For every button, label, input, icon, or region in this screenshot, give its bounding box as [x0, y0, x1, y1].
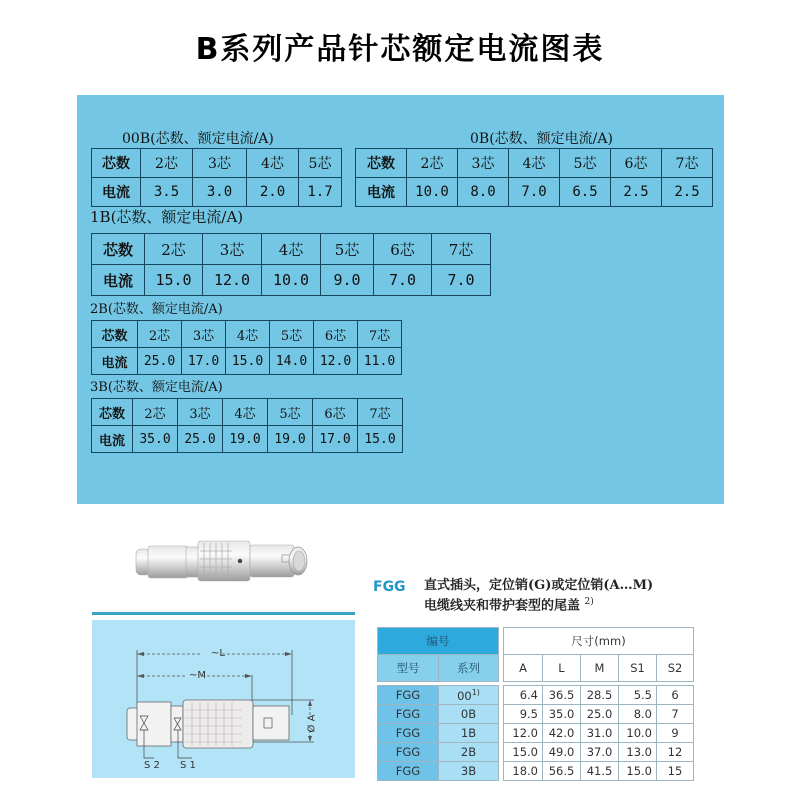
cell: 13.0	[619, 743, 657, 762]
cell: 4芯	[247, 149, 299, 178]
row-head: 芯数	[92, 234, 145, 265]
row-head: 芯数	[92, 321, 138, 348]
series-text: 00	[457, 688, 472, 703]
cell: 1.7	[299, 178, 342, 207]
cell: 7.0	[509, 178, 560, 207]
cell-model: FGG	[378, 724, 439, 743]
cell: 10.0	[262, 265, 321, 296]
table-group-header	[378, 628, 694, 655]
cell: 5芯	[321, 234, 374, 265]
cell: 12.0	[203, 265, 262, 296]
cell: 8.0	[619, 705, 657, 724]
current-table-0b	[355, 148, 713, 207]
cell: 2芯	[407, 149, 458, 178]
table-row-cores	[92, 399, 403, 426]
cell-series: 3B	[439, 762, 499, 781]
cell: 9.5	[504, 705, 543, 724]
row-head: 芯数	[356, 149, 407, 178]
cell: 15.0	[619, 762, 657, 781]
section-label-1b: 1B(芯数、额定电流/A)	[90, 208, 244, 226]
cell: 7.0	[374, 265, 432, 296]
cell: 2.5	[611, 178, 662, 207]
table-row	[378, 762, 694, 781]
cell-model: FGG	[378, 762, 439, 781]
cell: 3芯	[458, 149, 509, 178]
cell: 3.5	[141, 178, 193, 207]
cell: 18.0	[504, 762, 543, 781]
cell: 15.0	[145, 265, 203, 296]
cell: 14.0	[270, 348, 314, 375]
cell: 42.0	[543, 724, 581, 743]
connector-drawing	[92, 620, 355, 778]
table-row	[378, 686, 694, 705]
cell: 25.0	[138, 348, 182, 375]
product-code: FGG	[373, 579, 406, 595]
cell: 7.0	[432, 265, 491, 296]
row-head: 芯数	[92, 149, 141, 178]
section-label-00b: 00B(芯数、额定电流/A)	[122, 131, 274, 147]
cell: 28.5	[581, 686, 619, 705]
cell: 3.0	[193, 178, 247, 207]
cell: 9.0	[321, 265, 374, 296]
cell: 3芯	[193, 149, 247, 178]
cell: 5芯	[299, 149, 342, 178]
cell: 5.5	[619, 686, 657, 705]
product-description	[424, 578, 724, 614]
cell: 17.0	[313, 426, 358, 453]
row-head: 电流	[356, 178, 407, 207]
connector-photo	[130, 535, 310, 585]
col-header: S2	[657, 655, 694, 682]
cell: 6芯	[611, 149, 662, 178]
cell: 15	[657, 762, 694, 781]
cell: 7芯	[662, 149, 713, 178]
table-col-header	[378, 655, 694, 682]
footnote-marker: 2)	[584, 597, 594, 607]
section-label-0b: 0B(芯数、额定电流/A)	[470, 131, 613, 147]
dimension-label-A: Ø A	[306, 714, 318, 733]
cell: 12.0	[504, 724, 543, 743]
table-row-cores	[92, 321, 402, 348]
table-row-current	[92, 265, 491, 296]
cell: 11.0	[358, 348, 402, 375]
cell: 8.0	[458, 178, 509, 207]
dimension-label-S1: S 1	[180, 760, 196, 771]
cell: 10.0	[619, 724, 657, 743]
cell: 6.4	[504, 686, 543, 705]
cell: 6.5	[560, 178, 611, 207]
dimension-label-S2: S 2	[144, 760, 160, 771]
cell: 15.0	[358, 426, 403, 453]
cell: 17.0	[182, 348, 226, 375]
cell: 3芯	[178, 399, 223, 426]
cell-series: 0B	[439, 705, 499, 724]
cell-model: FGG	[378, 705, 439, 724]
section-label-2b: 2B(芯数、额定电流/A)	[90, 302, 223, 317]
table-row-cores	[92, 149, 342, 178]
cell: 5芯	[560, 149, 611, 178]
divider	[92, 612, 355, 615]
cell: 19.0	[223, 426, 268, 453]
cell: 36.5	[543, 686, 581, 705]
cell: 25.0	[581, 705, 619, 724]
description-text: 电缆线夹和带护套型的尾盖	[424, 598, 581, 614]
col-header: L	[543, 655, 581, 682]
cell: 2芯	[145, 234, 203, 265]
cell: 7芯	[358, 321, 402, 348]
cell: 9	[657, 724, 694, 743]
description-line-2	[424, 594, 724, 614]
footnote-marker: 1)	[471, 687, 480, 697]
col-header: S1	[619, 655, 657, 682]
cell-series	[439, 686, 499, 705]
cell: 4芯	[223, 399, 268, 426]
cell: 7	[657, 705, 694, 724]
cell: 2.0	[247, 178, 299, 207]
cell-series: 2B	[439, 743, 499, 762]
cell-model: FGG	[378, 686, 439, 705]
cell: 3芯	[182, 321, 226, 348]
cell: 4芯	[509, 149, 560, 178]
cell-model: FGG	[378, 743, 439, 762]
current-table-2b	[91, 320, 402, 375]
table-row-cores	[92, 234, 491, 265]
cell-series: 1B	[439, 724, 499, 743]
cell: 15.0	[504, 743, 543, 762]
cell: 2芯	[133, 399, 178, 426]
dimension-label-L: ~L	[211, 648, 225, 659]
cell: 12	[657, 743, 694, 762]
cell: 35.0	[133, 426, 178, 453]
group-header-size: 尺寸(mm)	[504, 628, 694, 655]
cell: 4芯	[226, 321, 270, 348]
cell: 25.0	[178, 426, 223, 453]
table-row-current	[92, 348, 402, 375]
table-row-current	[92, 178, 342, 207]
cell: 7芯	[432, 234, 491, 265]
cell: 5芯	[268, 399, 313, 426]
row-head: 电流	[92, 265, 145, 296]
row-head: 电流	[92, 348, 138, 375]
table-row	[378, 724, 694, 743]
row-head: 电流	[92, 426, 133, 453]
cell: 2芯	[138, 321, 182, 348]
group-header-code: 编号	[378, 628, 499, 655]
description-line-1: 直式插头，定位销(G)或定位销(A…M)	[424, 578, 654, 593]
table-row	[378, 743, 694, 762]
cell: 35.0	[543, 705, 581, 724]
dimension-spec-table	[377, 627, 694, 781]
col-header-series: 系列	[439, 655, 499, 682]
cell: 15.0	[226, 348, 270, 375]
cell: 10.0	[407, 178, 458, 207]
cell: 2芯	[141, 149, 193, 178]
dimension-label-M: ~M	[189, 670, 207, 681]
table-row	[378, 705, 694, 724]
cell: 6芯	[313, 399, 358, 426]
table-row-current	[356, 178, 713, 207]
section-label-3b: 3B(芯数、额定电流/A)	[90, 380, 223, 395]
col-header-model: 型号	[378, 655, 439, 682]
cell: 37.0	[581, 743, 619, 762]
cell: 5芯	[270, 321, 314, 348]
row-head: 芯数	[92, 399, 133, 426]
cell: 19.0	[268, 426, 313, 453]
table-row-current	[92, 426, 403, 453]
cell: 6芯	[314, 321, 358, 348]
cell: 12.0	[314, 348, 358, 375]
cell: 2.5	[662, 178, 713, 207]
cell: 49.0	[543, 743, 581, 762]
cell: 31.0	[581, 724, 619, 743]
col-header: A	[504, 655, 543, 682]
row-head: 电流	[92, 178, 141, 207]
cell: 4芯	[262, 234, 321, 265]
table-row-cores	[356, 149, 713, 178]
dimension-diagram	[92, 620, 355, 778]
current-table-1b	[91, 233, 491, 296]
cell: 7芯	[358, 399, 403, 426]
current-table-00b	[91, 148, 342, 207]
current-table-3b	[91, 398, 403, 453]
cell: 41.5	[581, 762, 619, 781]
col-header: M	[581, 655, 619, 682]
page-title: B系列产品针芯额定电流图表	[195, 32, 605, 67]
cell: 6	[657, 686, 694, 705]
cell: 56.5	[543, 762, 581, 781]
cell: 3芯	[203, 234, 262, 265]
cell: 6芯	[374, 234, 432, 265]
